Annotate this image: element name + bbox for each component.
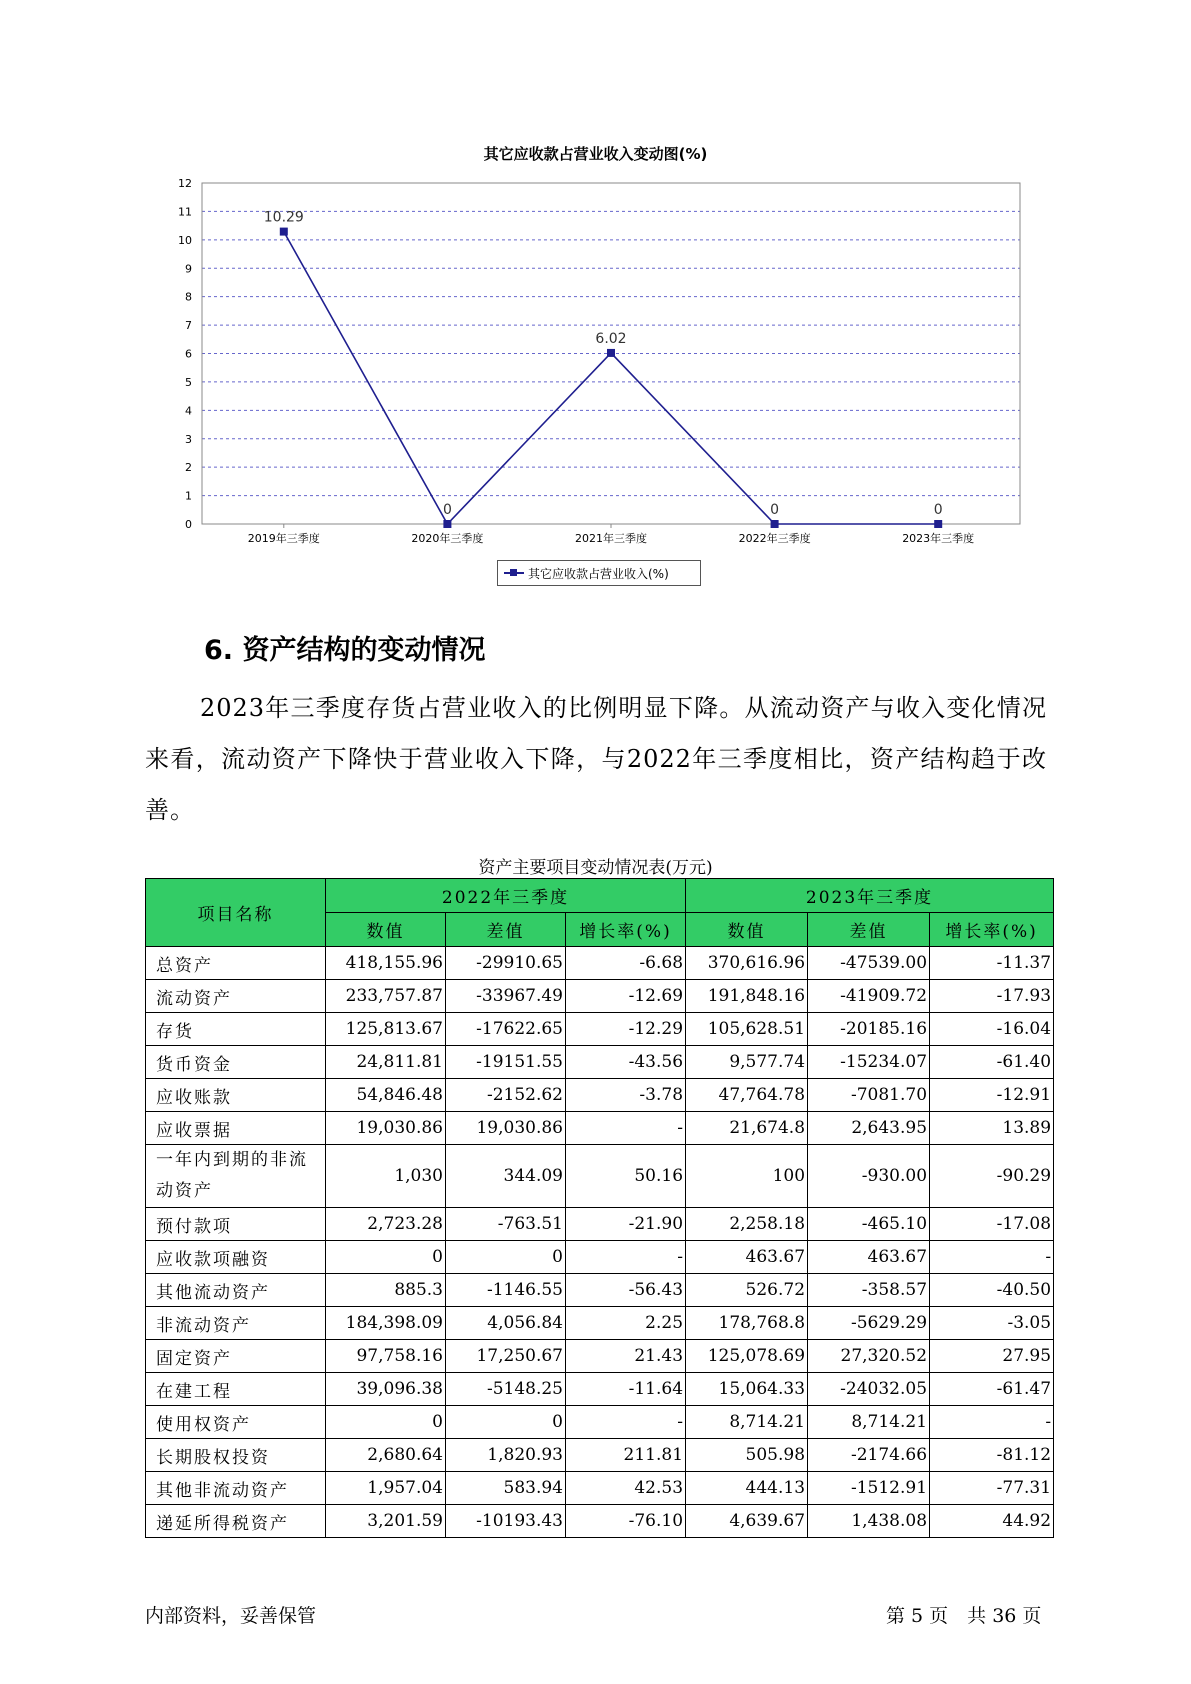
- row-value: -17622.65: [446, 1013, 566, 1046]
- footer-page-number: 第 5 页 共 36 页: [886, 1605, 1042, 1627]
- row-value: -61.47: [930, 1373, 1054, 1406]
- row-value: -: [566, 1241, 686, 1274]
- row-label: 一年内到期的非流动资产: [146, 1145, 326, 1208]
- row-value: 211.81: [566, 1439, 686, 1472]
- row-label: 其他流动资产: [146, 1274, 326, 1307]
- row-value: -763.51: [446, 1208, 566, 1241]
- row-value: -40.50: [930, 1274, 1054, 1307]
- row-value: 54,846.48: [326, 1079, 446, 1112]
- row-value: 1,957.04: [326, 1472, 446, 1505]
- row-value: 0: [446, 1241, 566, 1274]
- row-value: -3.05: [930, 1307, 1054, 1340]
- table-row: [146, 1046, 1054, 1079]
- row-value: -17.93: [930, 980, 1054, 1013]
- row-value: 444.13: [686, 1472, 808, 1505]
- y-tick-label: 3: [185, 432, 192, 446]
- col-header-growth: 增长率(%): [566, 913, 686, 947]
- row-value: 1,820.93: [446, 1439, 566, 1472]
- table-body: [146, 947, 1054, 1538]
- row-value: -61.40: [930, 1046, 1054, 1079]
- table-row: [146, 1340, 1054, 1373]
- col-header-value: 数值: [686, 913, 808, 947]
- chart-legend: [497, 560, 701, 586]
- table-row: [146, 1241, 1054, 1274]
- row-value: 184,398.09: [326, 1307, 446, 1340]
- row-value: -29910.65: [446, 947, 566, 980]
- row-value: -24032.05: [808, 1373, 930, 1406]
- x-tick-label: 2023年三季度: [902, 532, 975, 545]
- section-heading: 6. 资产结构的变动情况: [204, 635, 486, 666]
- row-label: 应收账款: [146, 1079, 326, 1112]
- row-label: 在建工程: [146, 1373, 326, 1406]
- row-value: 418,155.96: [326, 947, 446, 980]
- row-value: -81.12: [930, 1439, 1054, 1472]
- section-paragraph: 2023年三季度存货占营业收入的比例明显下降。从流动资产与收入变化情况来看，流动资产下降快于营业收入下降，与2022年三季度相比，资产结构趋于改善。: [145, 694, 1047, 824]
- col-group-2023: 2023年三季度: [686, 879, 1054, 913]
- row-value: -17.08: [930, 1208, 1054, 1241]
- row-value: -465.10: [808, 1208, 930, 1241]
- col-header-diff: 差值: [446, 913, 566, 947]
- x-tick-label: 2019年三季度: [247, 532, 320, 545]
- table-row: [146, 1307, 1054, 1340]
- row-value: 463.67: [686, 1241, 808, 1274]
- row-value: 2,258.18: [686, 1208, 808, 1241]
- table-row: [146, 1406, 1054, 1439]
- row-value: -20185.16: [808, 1013, 930, 1046]
- data-label: 6.02: [595, 330, 627, 347]
- table-row: [146, 1505, 1054, 1538]
- y-tick-label: 11: [178, 205, 192, 219]
- row-value: -2152.62: [446, 1079, 566, 1112]
- row-value: -47539.00: [808, 947, 930, 980]
- row-value: 21,674.8: [686, 1112, 808, 1145]
- row-value: 4,056.84: [446, 1307, 566, 1340]
- y-tick-label: 9: [185, 262, 192, 276]
- data-point: [443, 520, 451, 528]
- row-value: 233,757.87: [326, 980, 446, 1013]
- row-value: 15,064.33: [686, 1373, 808, 1406]
- col-header-growth: 增长率(%): [930, 913, 1054, 947]
- row-value: 2.25: [566, 1307, 686, 1340]
- table-row: [146, 1145, 1054, 1208]
- row-value: 0: [326, 1241, 446, 1274]
- row-value: -56.43: [566, 1274, 686, 1307]
- table-row: [146, 947, 1054, 980]
- row-value: 13.89: [930, 1112, 1054, 1145]
- row-value: -16.04: [930, 1013, 1054, 1046]
- row-label: 其他非流动资产: [146, 1472, 326, 1505]
- row-value: 4,639.67: [686, 1505, 808, 1538]
- row-value: -: [566, 1112, 686, 1145]
- row-value: 105,628.51: [686, 1013, 808, 1046]
- table-row: [146, 1013, 1054, 1046]
- row-value: 19,030.86: [446, 1112, 566, 1145]
- row-label: 预付款项: [146, 1208, 326, 1241]
- row-label: 非流动资产: [146, 1307, 326, 1340]
- legend-marker-icon: [504, 568, 524, 578]
- row-value: -21.90: [566, 1208, 686, 1241]
- line-chart: [0, 0, 1191, 560]
- row-value: 24,811.81: [326, 1046, 446, 1079]
- row-value: -12.91: [930, 1079, 1054, 1112]
- y-tick-label: 5: [185, 375, 192, 389]
- row-value: 2,643.95: [808, 1112, 930, 1145]
- row-value: 27,320.52: [808, 1340, 930, 1373]
- row-value: 9,577.74: [686, 1046, 808, 1079]
- data-label: 0: [770, 502, 780, 518]
- row-value: -19151.55: [446, 1046, 566, 1079]
- row-value: -11.64: [566, 1373, 686, 1406]
- row-label: 固定资产: [146, 1340, 326, 1373]
- row-value: 885.3: [326, 1274, 446, 1307]
- row-value: 344.09: [446, 1145, 566, 1208]
- row-value: -76.10: [566, 1505, 686, 1538]
- row-value: -7081.70: [808, 1079, 930, 1112]
- series-line: [284, 232, 938, 524]
- table-row: [146, 1208, 1054, 1241]
- row-value: -3.78: [566, 1079, 686, 1112]
- row-value: 39,096.38: [326, 1373, 446, 1406]
- row-label: 应收票据: [146, 1112, 326, 1145]
- table-row: [146, 1373, 1054, 1406]
- data-label: 0: [442, 502, 452, 518]
- data-point: [280, 228, 288, 236]
- table-row: [146, 1079, 1054, 1112]
- row-label: 总资产: [146, 947, 326, 980]
- row-value: 463.67: [808, 1241, 930, 1274]
- chart-title: 其它应收款占营业收入变动图(%): [483, 145, 708, 163]
- col-group-2022: 2022年三季度: [326, 879, 686, 913]
- row-value: -358.57: [808, 1274, 930, 1307]
- row-value: 191,848.16: [686, 980, 808, 1013]
- y-tick-label: 12: [178, 177, 192, 190]
- row-value: -90.29: [930, 1145, 1054, 1208]
- row-value: 27.95: [930, 1340, 1054, 1373]
- row-value: 0: [446, 1406, 566, 1439]
- table-row: [146, 980, 1054, 1013]
- row-value: 2,723.28: [326, 1208, 446, 1241]
- row-value: 0: [326, 1406, 446, 1439]
- row-value: -: [566, 1406, 686, 1439]
- y-tick-label: 1: [185, 489, 192, 503]
- row-value: -33967.49: [446, 980, 566, 1013]
- legend-label: 其它应收款占营业收入(%): [528, 566, 669, 581]
- y-tick-label: 8: [185, 290, 192, 304]
- table-row: [146, 1472, 1054, 1505]
- row-value: 97,758.16: [326, 1340, 446, 1373]
- x-tick-label: 2022年三季度: [738, 532, 811, 545]
- table-title: 资产主要项目变动情况表(万元): [478, 858, 713, 878]
- row-label: 使用权资产: [146, 1406, 326, 1439]
- y-tick-label: 4: [185, 404, 192, 418]
- row-label: 货币资金: [146, 1046, 326, 1079]
- data-point: [934, 520, 942, 528]
- row-value: 370,616.96: [686, 947, 808, 980]
- row-value: 2,680.64: [326, 1439, 446, 1472]
- row-value: 8,714.21: [808, 1406, 930, 1439]
- row-value: -10193.43: [446, 1505, 566, 1538]
- row-value: 125,813.67: [326, 1013, 446, 1046]
- row-value: 3,201.59: [326, 1505, 446, 1538]
- row-value: -: [930, 1241, 1054, 1274]
- row-value: 125,078.69: [686, 1340, 808, 1373]
- row-value: -11.37: [930, 947, 1054, 980]
- row-value: -6.68: [566, 947, 686, 980]
- x-tick-label: 2020年三季度: [411, 532, 484, 545]
- row-value: 100: [686, 1145, 808, 1208]
- row-value: -: [930, 1406, 1054, 1439]
- row-label: 递延所得税资产: [146, 1505, 326, 1538]
- row-value: 8,714.21: [686, 1406, 808, 1439]
- row-value: 526.72: [686, 1274, 808, 1307]
- row-value: -930.00: [808, 1145, 930, 1208]
- y-tick-label: 7: [185, 319, 192, 333]
- row-value: 50.16: [566, 1145, 686, 1208]
- y-tick-label: 0: [185, 518, 192, 531]
- row-value: -15234.07: [808, 1046, 930, 1079]
- row-value: 21.43: [566, 1340, 686, 1373]
- row-value: 583.94: [446, 1472, 566, 1505]
- row-value: 44.92: [930, 1505, 1054, 1538]
- row-label: 存货: [146, 1013, 326, 1046]
- data-point: [771, 520, 779, 528]
- row-value: -1146.55: [446, 1274, 566, 1307]
- row-value: 178,768.8: [686, 1307, 808, 1340]
- data-point: [607, 349, 615, 357]
- col-header-item: 项目名称: [146, 879, 326, 947]
- row-value: -77.31: [930, 1472, 1054, 1505]
- row-value: -43.56: [566, 1046, 686, 1079]
- footer-confidential: 内部资料，妥善保管: [145, 1605, 317, 1627]
- row-value: -1512.91: [808, 1472, 930, 1505]
- table-row: [146, 1112, 1054, 1145]
- row-value: -5148.25: [446, 1373, 566, 1406]
- row-value: 1,030: [326, 1145, 446, 1208]
- row-value: -5629.29: [808, 1307, 930, 1340]
- row-label: 应收款项融资: [146, 1241, 326, 1274]
- row-value: 505.98: [686, 1439, 808, 1472]
- row-label: 长期股权投资: [146, 1439, 326, 1472]
- row-value: 42.53: [566, 1472, 686, 1505]
- col-header-value: 数值: [326, 913, 446, 947]
- x-tick-label: 2021年三季度: [575, 532, 647, 545]
- y-tick-label: 2: [185, 461, 192, 475]
- y-tick-label: 10: [178, 233, 192, 247]
- row-value: 19,030.86: [326, 1112, 446, 1145]
- y-tick-label: 6: [185, 347, 192, 361]
- row-value: -2174.66: [808, 1439, 930, 1472]
- row-value: -12.69: [566, 980, 686, 1013]
- row-value: 1,438.08: [808, 1505, 930, 1538]
- row-value: -41909.72: [808, 980, 930, 1013]
- row-value: -12.29: [566, 1013, 686, 1046]
- table-row: [146, 1274, 1054, 1307]
- row-label: 流动资产: [146, 980, 326, 1013]
- row-value: 17,250.67: [446, 1340, 566, 1373]
- asset-change-table: [145, 878, 1054, 1538]
- data-label: 0: [933, 502, 943, 518]
- table-row: [146, 1439, 1054, 1472]
- data-label: 10.29: [263, 209, 304, 226]
- col-header-diff: 差值: [808, 913, 930, 947]
- row-value: 47,764.78: [686, 1079, 808, 1112]
